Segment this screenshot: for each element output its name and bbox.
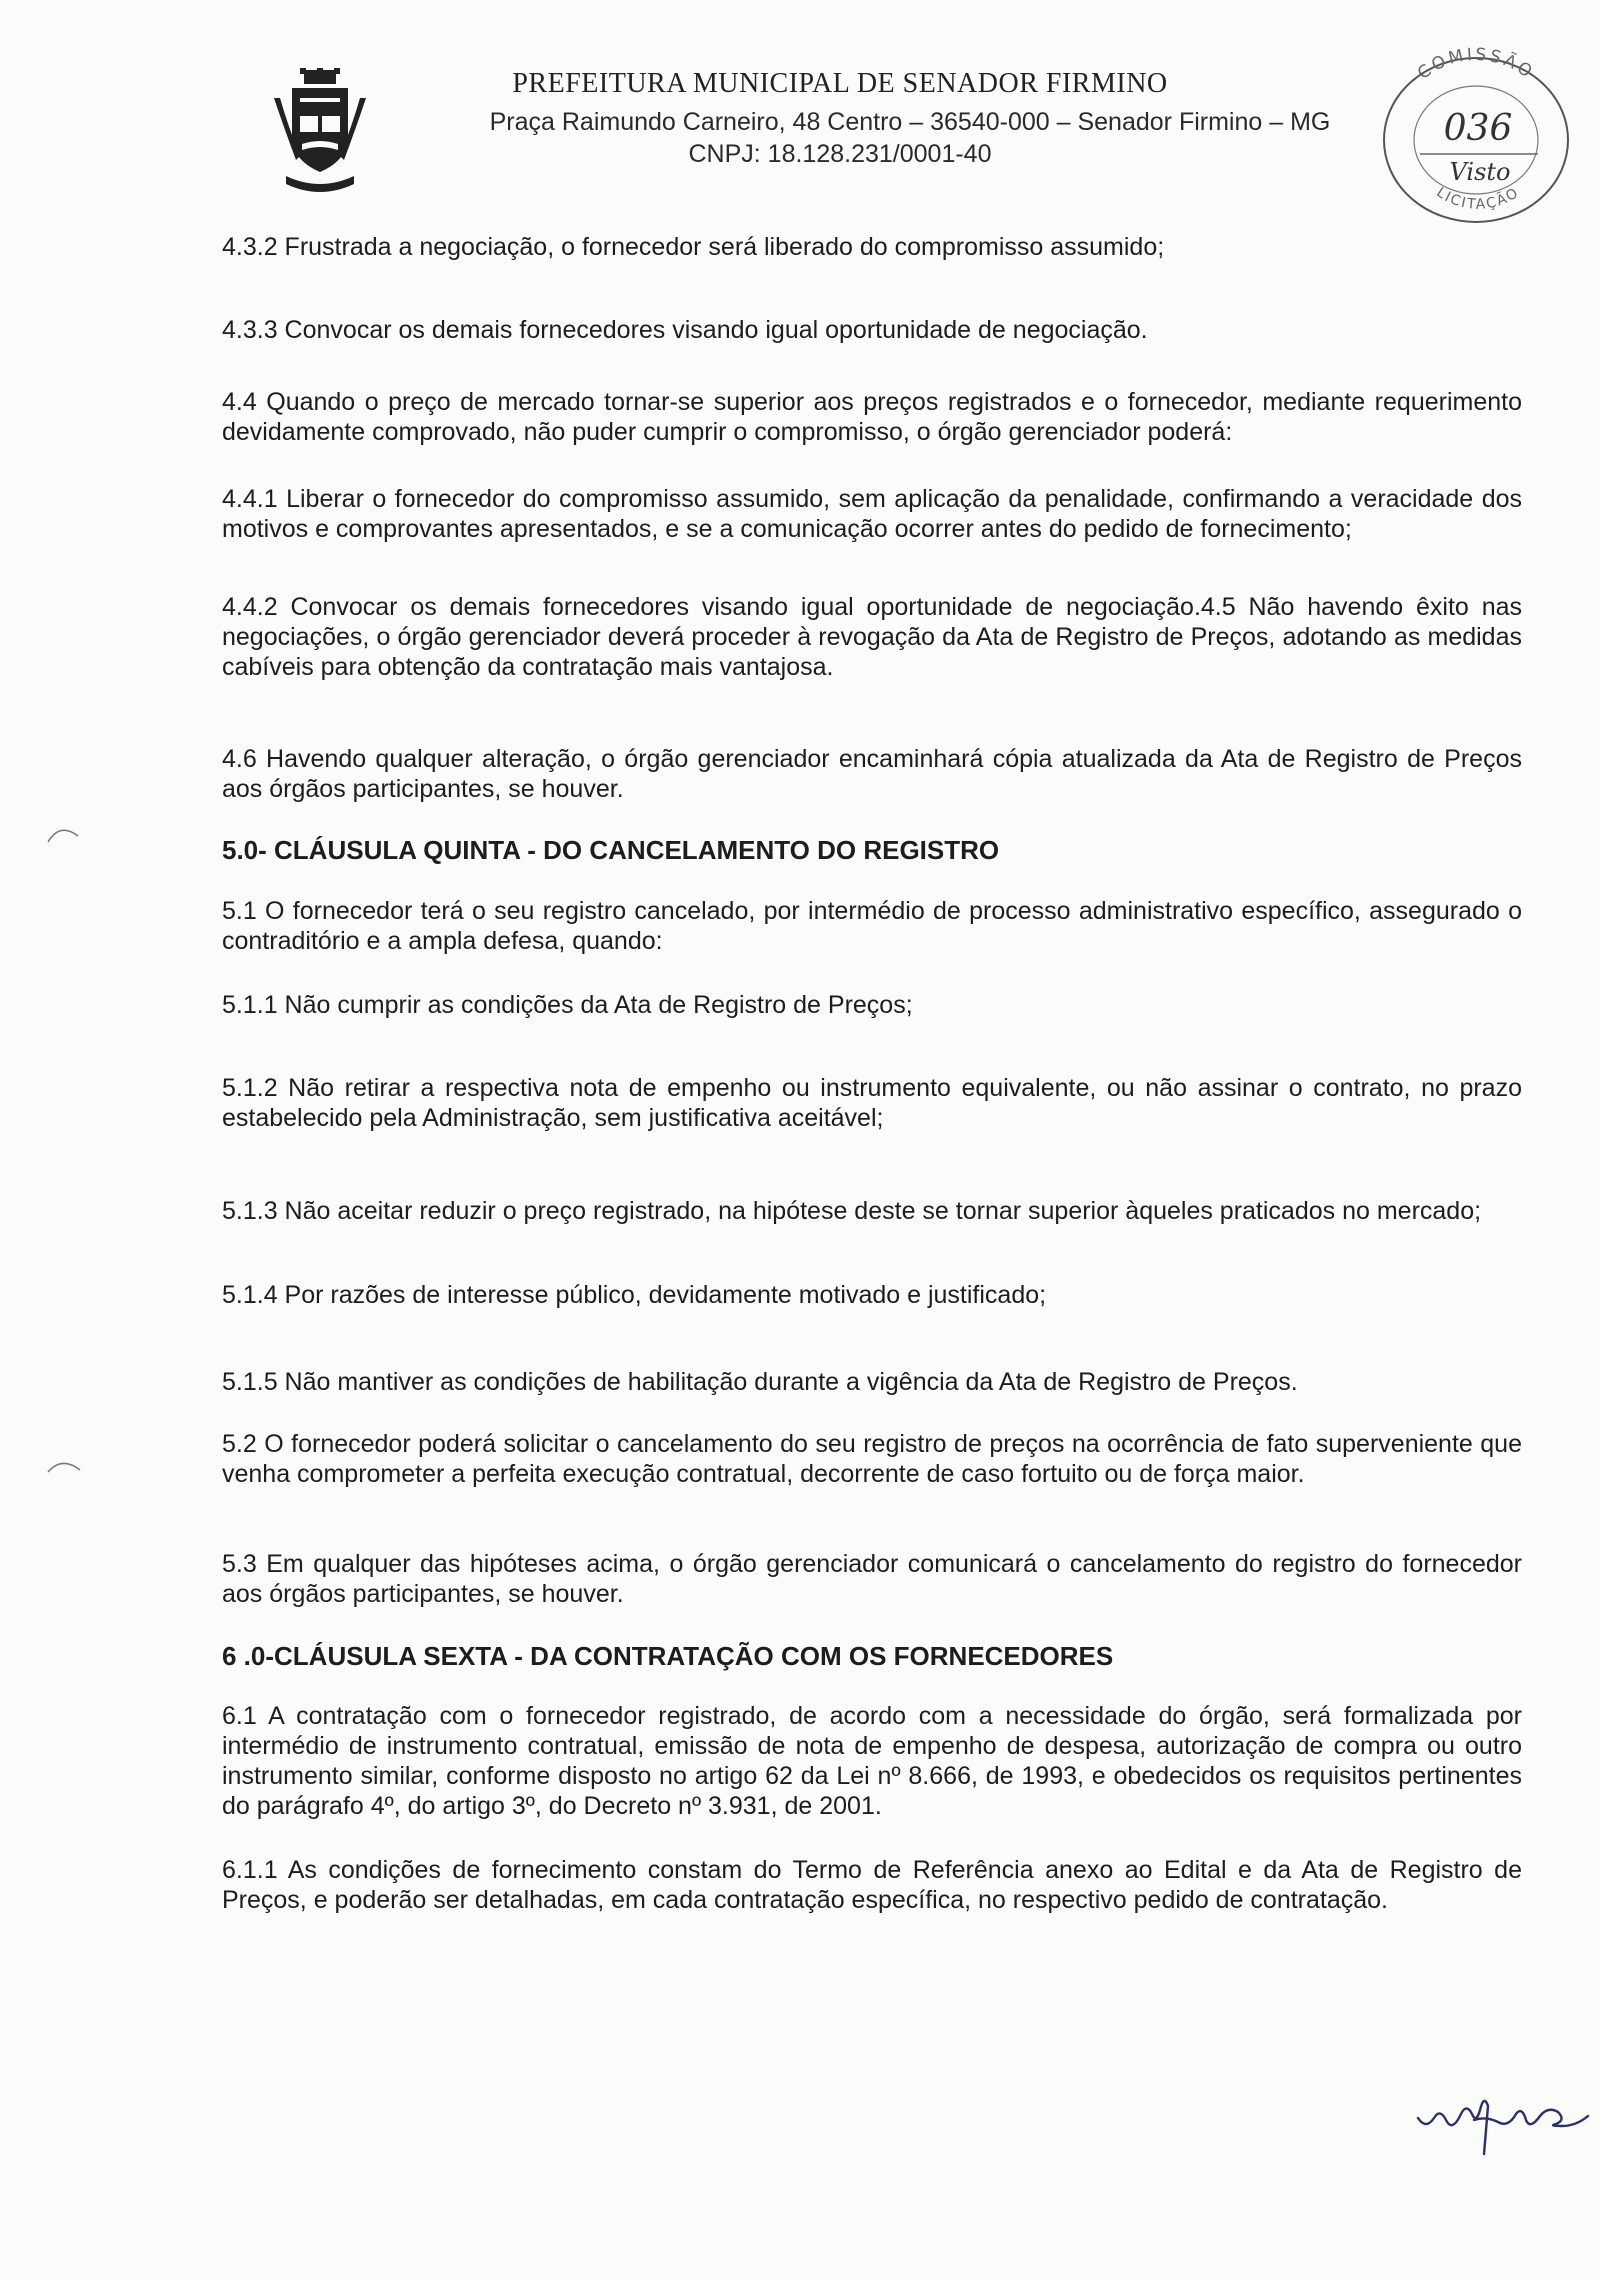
svg-text:LICITAÇÃO — [1433, 184, 1522, 212]
municipal-coat-of-arms-icon — [270, 68, 370, 196]
clause-4-4: 4.4 Quando o preço de mercado tornar-se superior aos preços registrados e o fornecedor, mediante requerimento devidamente comprovado, não puder cumprir o compromisso, o órgão gerenciador poderá: — [222, 388, 1522, 446]
clause-4-6: 4.6 Havendo qualquer alteração, o órgão gerenciador encaminhará cópia atualizada da Ata de Registro de Preços aos órgãos participantes, se houver. — [222, 745, 1522, 803]
clause-5-1-4: 5.1.4 Por razões de interesse público, devidamente motivado e justificado; — [222, 1281, 1047, 1309]
margin-mark — [44, 1452, 84, 1478]
clause-5-1-2: 5.1.2 Não retirar a respectiva nota de empenho ou instrumento equivalente, ou não assinar o contrato, no prazo estabelecido pela Administração, sem justificativa aceitável; — [222, 1074, 1522, 1132]
clause-5-1: 5.1 O fornecedor terá o seu registro cancelado, por intermédio de processo administrativo específico, assegurado o contraditório e a ampla defesa, quando: — [222, 897, 1522, 955]
clause-6-1-1: 6.1.1 As condições de fornecimento constam do Termo de Referência anexo ao Edital e da Ata de Registro de Preços, e poderão ser detalhadas, em cada contratação específica, no respectivo pedido de contratação. — [222, 1856, 1522, 1914]
margin-mark — [44, 820, 84, 846]
svg-text:COMISSÃO — [1414, 45, 1538, 84]
clause-4-4-1: 4.4.1 Liberar o fornecedor do compromisso assumido, sem aplicação da penalidade, confirmando a veracidade dos motivos e comprovantes apresentados, e se a comunicação ocorrer antes do pedido de fornecimento; — [222, 485, 1522, 543]
municipality-address: Praça Raimundo Carneiro, 48 Centro – 36540-000 – Senador Firmino – MG — [489, 108, 1331, 136]
stamp-initials: Visto — [1449, 158, 1511, 186]
clause-4-3-2: 4.3.2 Frustrada a negociação, o fornecedor será liberado do compromisso assumido; — [222, 233, 1165, 261]
stamp-top-text: COMISSÃO — [1414, 44, 1538, 84]
handwritten-initials-signature — [1412, 2080, 1600, 2160]
document-body — [222, 232, 1522, 1915]
section-heading-6: 6 .0-CLÁUSULA SEXTA - DA CONTRATAÇÃO COM OS FORNECEDORES — [222, 1641, 1114, 1671]
clause-5-3: 5.3 Em qualquer das hipóteses acima, o órgão gerenciador comunicará o cancelamento do registro do fornecedor aos órgãos participantes, se houver. — [222, 1550, 1522, 1608]
clause-6-1: 6.1 A contratação com o fornecedor registrado, de acordo com a necessidade do órgão, será formalizada por intermédio de instrumento contratual, emissão de nota de empenho de despesa, autorização de compra ou outro instrumento similar, conforme disposto no artigo 62 da Lei nº 8.666, de 1993, e obedecidos os requisitos pertinentes do parágrafo 4º, do artigo 3º, do Decreto nº 3.931, de 2001. — [222, 1702, 1522, 1820]
commission-stamp — [1368, 44, 1584, 230]
clause-5-1-5: 5.1.5 Não mantiver as condições de habilitação durante a vigência da Ata de Registro de Preços. — [222, 1368, 1298, 1396]
section-heading-5: 5.0- CLÁUSULA QUINTA - DO CANCELAMENTO DO REGISTRO — [222, 835, 1000, 865]
clause-4-3-3: 4.3.3 Convocar os demais fornecedores visando igual oportunidade de negociação. — [222, 316, 1148, 344]
municipality-cnpj: CNPJ: 18.128.231/0001-40 — [688, 140, 992, 168]
clause-5-1-3: 5.1.3 Não aceitar reduzir o preço registrado, na hipótese deste se tornar superior àqueles praticados no mercado; — [222, 1197, 1482, 1225]
stamp-bottom-text: LICITAÇÃO — [1433, 184, 1523, 213]
stamp-page-number: 036 — [1443, 108, 1513, 149]
clause-5-2: 5.2 O fornecedor poderá solicitar o cancelamento do seu registro de preços na ocorrência de fato superveniente que venha comprometer a perfeita execução contratual, decorrente de caso fortuito ou de força maior. — [222, 1430, 1522, 1488]
clause-4-4-2: 4.4.2 Convocar os demais fornecedores visando igual oportunidade de negociação.4.5 Não havendo êxito nas negociações, o órgão gerenciador deverá proceder à revogação da Ata de Registro de Preços, adotando as medidas cabíveis para obtenção da contratação mais vantajosa. — [222, 593, 1522, 681]
municipality-name: PREFEITURA MUNICIPAL DE SENADOR FIRMINO — [512, 68, 1168, 99]
letterhead — [0, 0, 1600, 213]
clause-5-1-1: 5.1.1 Não cumprir as condições da Ata de Registro de Preços; — [222, 991, 913, 1019]
